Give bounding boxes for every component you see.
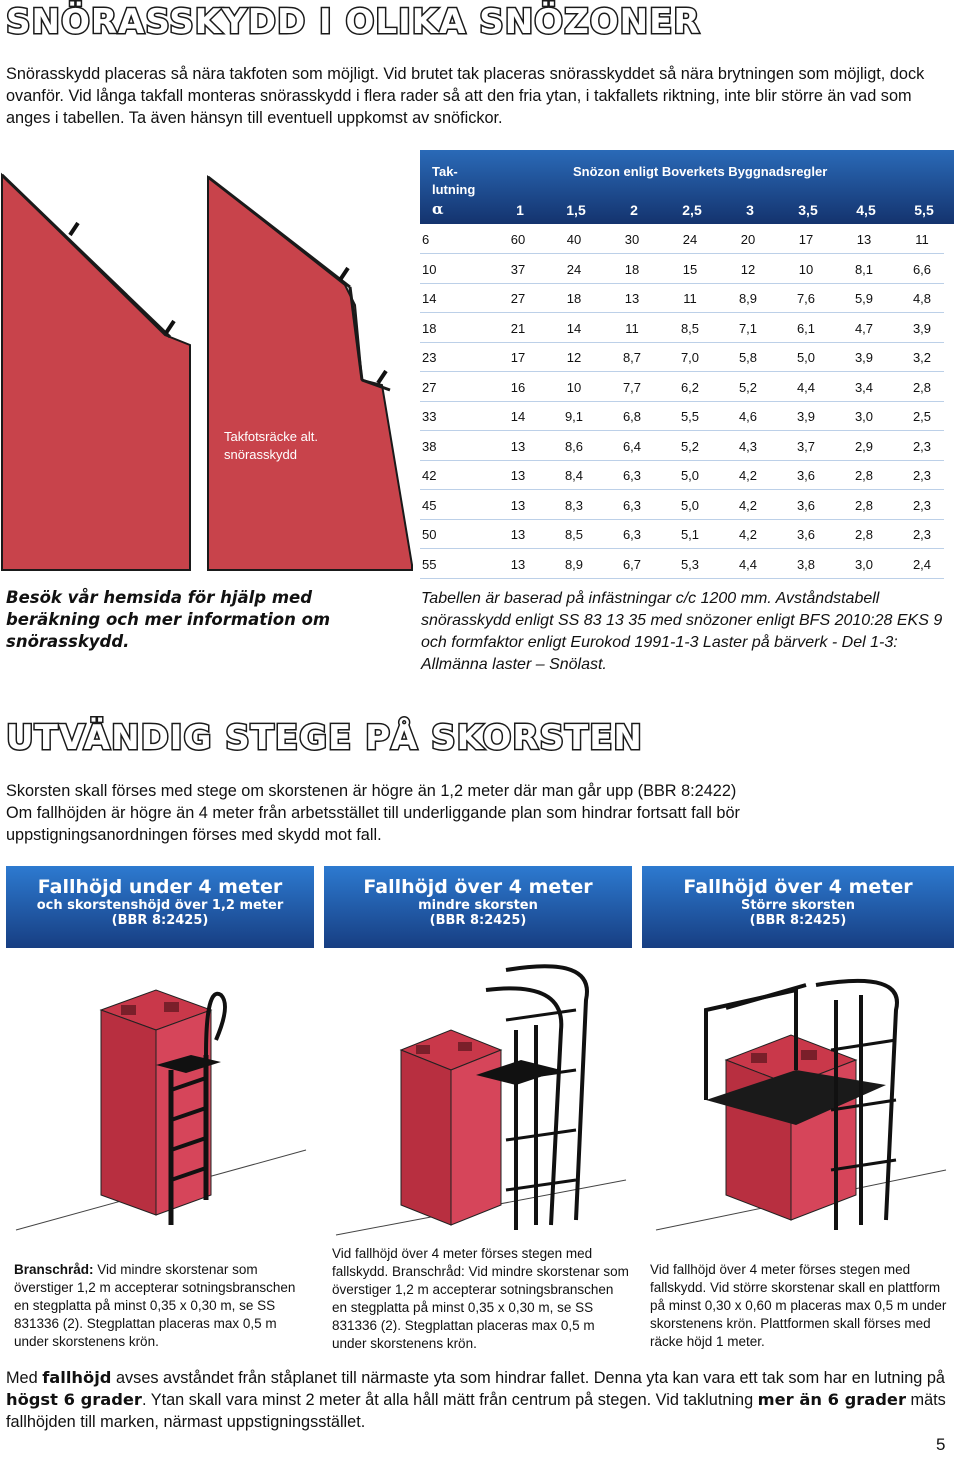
table-cell-value: 4,4 — [796, 379, 816, 395]
table-row — [420, 460, 944, 490]
chimney-illustrations — [6, 950, 954, 1240]
table-cell-value: 4,3 — [738, 438, 758, 454]
col0-label-line1: Tak- — [432, 164, 458, 179]
table-cell-value: 2,8 — [854, 468, 874, 483]
table-row — [420, 431, 944, 461]
table-cell-value: 3,0 — [854, 409, 874, 424]
table-cell-value: 11 — [625, 320, 639, 336]
table-cell-value: 12 — [566, 350, 582, 365]
table-cell-value: 2,5 — [912, 409, 932, 424]
table-cell-value: 2,8 — [912, 379, 932, 395]
table-cell-value: 5,1 — [680, 527, 700, 542]
alpha-symbol: α — [432, 200, 444, 218]
snow-table-header — [420, 150, 954, 224]
table-cell-value: 5,8 — [738, 350, 758, 365]
table-row — [420, 519, 944, 549]
table-cell-value: 2,8 — [854, 527, 874, 542]
table-cell-value: 8,9 — [564, 556, 584, 572]
table-row — [420, 254, 944, 284]
table-cell-slope: 55 — [422, 556, 437, 572]
table-cell-value: 4,4 — [738, 556, 758, 572]
page-number: 5 — [936, 1435, 946, 1454]
table-cell-value: 5,3 — [680, 556, 700, 572]
table-cell-value: 3,9 — [912, 320, 932, 336]
chimney-ladder-illustration-1 — [16, 990, 306, 1230]
footer-text-1: Med — [6, 1369, 43, 1387]
table-row — [420, 283, 944, 313]
table-cell-value: 13 — [510, 556, 526, 572]
footer-text-3: . Ytan skall vara minst 2 meter åt alla håll mätt från centrum på stegen. Vid taklutning — [141, 1391, 758, 1409]
table-cell-value: 8,4 — [564, 468, 584, 483]
table-cell-value: 3,9 — [796, 409, 816, 424]
roof-right — [208, 177, 412, 570]
table-cell-slope: 50 — [422, 527, 437, 542]
table-row — [420, 549, 944, 579]
footer-bold-mer-an: mer än 6 grader — [757, 1390, 907, 1409]
section1-title: SNÖRASSKYDD I OLIKA SNÖZONER — [6, 2, 701, 42]
table-cell-value: 8,7 — [622, 350, 642, 365]
table-row — [420, 490, 944, 520]
table-cell-value: 8,5 — [564, 527, 584, 542]
table-cell-value: 20 — [740, 232, 756, 247]
table-cell-slope: 38 — [422, 438, 437, 454]
table-cell-value: 3,6 — [796, 497, 816, 513]
table-cell-value: 17 — [510, 350, 526, 365]
table-cell-value: 5,0 — [680, 497, 700, 513]
footer-text-2: avses avståndet från ståplanet till närmaste yta som hindrar fallet. Denna yta kan vara ett tak som har en lutning på — [111, 1369, 945, 1387]
column-1-sub2: (BBR 8:2425) — [111, 913, 209, 928]
chimney-ladder-illustration-3 — [656, 981, 946, 1230]
table-cell-value: 8,5 — [680, 320, 700, 336]
table-cell-value: 11 — [683, 291, 697, 306]
table-cell-value: 2,3 — [912, 438, 932, 454]
table-note: Tabellen är baserad på infästningar c/c 1200 mm. Avståndstabell snörasskydd enligt SS 83 13 35 med snözoner enligt BFS 2010:28 EKS 9 och formfaktor enligt Eurokod 1991-1-3 Laster på bärverk - Del 1-3: Allmänna laster – Snölast. — [421, 590, 943, 673]
table-cell-value: 6,3 — [622, 468, 642, 483]
table-cell-value: 8,6 — [564, 438, 584, 454]
table-cell-value: 4,7 — [854, 320, 874, 336]
table-cell-value: 13 — [624, 291, 640, 306]
table-cell-value: 24 — [682, 232, 698, 247]
table-cell-value: 3,0 — [854, 556, 874, 572]
section2-intro2: Om fallhöjden är högre än 4 meter från arbetsstället till underliggande plan som hindrar fortsatt fall bör uppstigningsanordningen förses med skydd mot fall. — [6, 804, 740, 844]
table-cell-slope: 42 — [422, 468, 437, 483]
column-2-sub1: mindre skorsten — [418, 898, 538, 913]
table-row — [420, 313, 944, 343]
zone-header-7: 4,5 — [856, 202, 876, 218]
section2-title: UTVÄNDIG STEGE PÅ SKORSTEN — [6, 718, 643, 758]
zone-header-8: 5,5 — [914, 202, 934, 218]
table-cell-value: 3,9 — [854, 350, 874, 365]
table-cell-value: 7,6 — [796, 291, 816, 306]
table-cell-slope: 6 — [422, 232, 430, 247]
table-cell-value: 2,4 — [912, 556, 932, 572]
dimension-label: Enl tabell — [124, 214, 174, 263]
table-cell-value: 21 — [510, 320, 526, 336]
column-header-1 — [6, 866, 314, 948]
table-row — [420, 372, 944, 402]
table-cell-slope: 27 — [422, 379, 437, 395]
table-cell-value: 13 — [510, 468, 526, 483]
table-cell-value: 5,0 — [680, 468, 700, 483]
table-cell-value: 2,8 — [854, 497, 874, 513]
table-cell-slope: 23 — [422, 350, 437, 365]
table-cell-value: 5,2 — [738, 379, 758, 395]
table-cell-value: 3,2 — [912, 350, 932, 365]
column-1-sub1: och skorstenshöjd över 1,2 meter — [36, 898, 284, 913]
roof-diagram — [0, 145, 415, 575]
table-cell-value: 6,6 — [912, 261, 932, 277]
table-cell-value: 18 — [624, 261, 640, 277]
table-cell-value: 8,9 — [738, 291, 758, 306]
table-cell-value: 8,3 — [564, 497, 584, 513]
zone-header-6: 3,5 — [798, 202, 818, 218]
table-cell-slope: 14 — [422, 291, 437, 306]
table-cell-value: 15 — [682, 261, 698, 277]
caption-2: Vid fallhöjd över 4 meter förses stegen med fallskydd. Branschråd: Vid mindre skorstenar som överstiger 1,2 m accepterar sotningsbranschen en stegplatta på minst 0,35 x 0,30 m, se SS 831336 (2). Stegplattan placeras max 0,5 m under skorstenens krön. — [332, 1246, 629, 1351]
table-cell-value: 2,3 — [912, 468, 932, 483]
footer-bold-fallhojd: fallhöjd — [42, 1368, 112, 1387]
table-cell-slope: 10 — [422, 261, 437, 277]
table-cell-value: 4,2 — [738, 468, 758, 483]
col0-label-line2: lutning — [432, 182, 476, 197]
table-cell-value: 6,3 — [622, 497, 642, 513]
table-cell-value: 7,1 — [738, 320, 758, 336]
column-1-title: Fallhöjd under 4 meter — [37, 876, 283, 898]
table-cell-value: 13 — [510, 527, 526, 542]
table-row — [420, 224, 944, 254]
table-cell-value: 30 — [624, 232, 640, 247]
roof-left — [2, 175, 190, 570]
section2-intro1: Skorsten skall förses med stege om skorstenen är högre än 1,2 meter där man går upp (BBR 8:2422) — [6, 782, 737, 800]
table-cell-value: 4,6 — [738, 409, 758, 424]
zone-header-3: 2 — [630, 202, 638, 218]
table-cell-value: 13 — [510, 438, 526, 454]
column-3-sub2: (BBR 8:2425) — [749, 913, 847, 928]
table-cell-value: 27 — [510, 291, 526, 306]
table-cell-slope: 45 — [422, 497, 437, 513]
table-cell-value: 7,7 — [622, 379, 642, 395]
table-cell-value: 6,1 — [796, 320, 816, 336]
table-cell-value: 17 — [798, 232, 814, 247]
table-cell-value: 5,9 — [854, 291, 874, 306]
table-cell-value: 37 — [510, 261, 526, 277]
column-header-2 — [324, 866, 632, 948]
table-cell-value: 7,0 — [680, 350, 700, 365]
footer-paragraph — [6, 1367, 954, 1433]
table-cell-value: 18 — [566, 291, 582, 306]
table-cell-value: 5,5 — [680, 409, 700, 424]
footer-bold-6-grader: högst 6 grader — [6, 1390, 142, 1409]
table-cell-value: 6,2 — [680, 379, 700, 395]
column-header-3 — [642, 866, 954, 948]
table-cell-value: 11 — [915, 232, 929, 247]
table-cell-value: 3,8 — [796, 556, 816, 572]
zone-header-4: 2,5 — [682, 202, 702, 218]
table-cell-value: 5,2 — [680, 438, 700, 454]
table-cell-value: 60 — [510, 232, 526, 247]
table-cell-value: 9,1 — [564, 409, 584, 424]
table-cell-value: 3,6 — [796, 527, 816, 542]
table-row — [420, 342, 944, 372]
table-cell-value: 4,2 — [738, 527, 758, 542]
chimney-ladder-illustration-2 — [336, 966, 626, 1235]
zone-header-1: 1 — [516, 202, 524, 218]
table-cell-slope: 18 — [422, 320, 437, 336]
table-cell-value: 12 — [740, 261, 756, 277]
section1-intro: Snörasskydd placeras så nära takfoten som möjligt. Vid brutet tak placeras snörasskyddet så nära brytningen som möjligt, dock ovanför. Vid långa takfall monteras snörasskydd i flera rader så att den fria ytan, i takfallets riktning, inte blir större än vad som anges i tabellen. Ta även hänsyn till eventuell uppkomst av snöfickor. — [6, 65, 925, 127]
table-cell-value: 3,6 — [796, 468, 816, 483]
table-cell-value: 6,7 — [622, 556, 642, 572]
zone-header-title: Snözon enligt Boverkets Byggnadsregler — [573, 164, 828, 179]
table-cell-value: 3,4 — [854, 379, 874, 395]
table-cell-value: 13 — [510, 497, 526, 513]
visit-website-text: Besök vår hemsida för hjälp med beräkning och mer information om snörasskydd. — [6, 588, 331, 651]
column-2-sub2: (BBR 8:2425) — [429, 913, 527, 928]
table-cell-value: 4,8 — [912, 291, 932, 306]
table-cell-value: 8,1 — [854, 261, 874, 277]
table-cell-value: 3,7 — [796, 438, 816, 454]
table-cell-value: 2,3 — [912, 527, 932, 542]
column-3-title: Fallhöjd över 4 meter — [683, 876, 913, 898]
table-cell-value: 13 — [856, 232, 872, 247]
table-cell-value: 6,3 — [622, 527, 642, 542]
table-cell-value: 14 — [566, 320, 582, 336]
takfot-label: Takfotsräcke alt. snörasskydd — [224, 429, 318, 462]
footer-text-4: mäts fallhöjden till marken, närmast uppstigningsstället. — [6, 1391, 946, 1431]
column-3-sub1: Större skorsten — [740, 898, 856, 913]
table-cell-slope: 33 — [422, 409, 437, 424]
zone-header-2: 1,5 — [566, 202, 586, 218]
table-cell-value: 2,9 — [854, 438, 874, 454]
zone-header-5: 3 — [746, 202, 754, 218]
column-2-title: Fallhöjd över 4 meter — [363, 876, 593, 898]
table-cell-value: 5,0 — [796, 350, 816, 365]
table-cell-value: 14 — [510, 409, 526, 424]
table-cell-value: 4,2 — [738, 497, 758, 513]
caption-1 — [14, 1261, 314, 1351]
table-cell-value: 10 — [798, 261, 814, 277]
table-cell-value: 10 — [566, 379, 582, 395]
caption-1-bold: Branschråd: — [14, 1262, 94, 1277]
table-cell-value: 16 — [510, 379, 526, 395]
table-cell-value: 2,3 — [912, 497, 932, 513]
table-cell-value: 24 — [566, 261, 582, 277]
table-cell-value: 6,8 — [622, 409, 642, 424]
caption-1-text: Vid mindre skorstenar som överstiger 1,2 m accepterar sotningsbranschen en stegplatta på minst 0,35 x 0,30 m, se SS 831336 (2). Stegplattan placeras max 0,5 m under skorstenens krön. — [14, 1262, 296, 1349]
table-row — [420, 401, 944, 431]
table-cell-value: 6,4 — [622, 438, 642, 454]
caption-3: Vid fallhöjd över 4 meter förses stegen med fallskydd. Vid större skorstenar skall en plattform på minst 0,30 x 0,60 m placeras max 0,5 m under skorstenens krön. Plattformen skall förses med räcke höjd 1 meter. — [650, 1262, 947, 1349]
table-cell-value: 40 — [566, 232, 582, 247]
